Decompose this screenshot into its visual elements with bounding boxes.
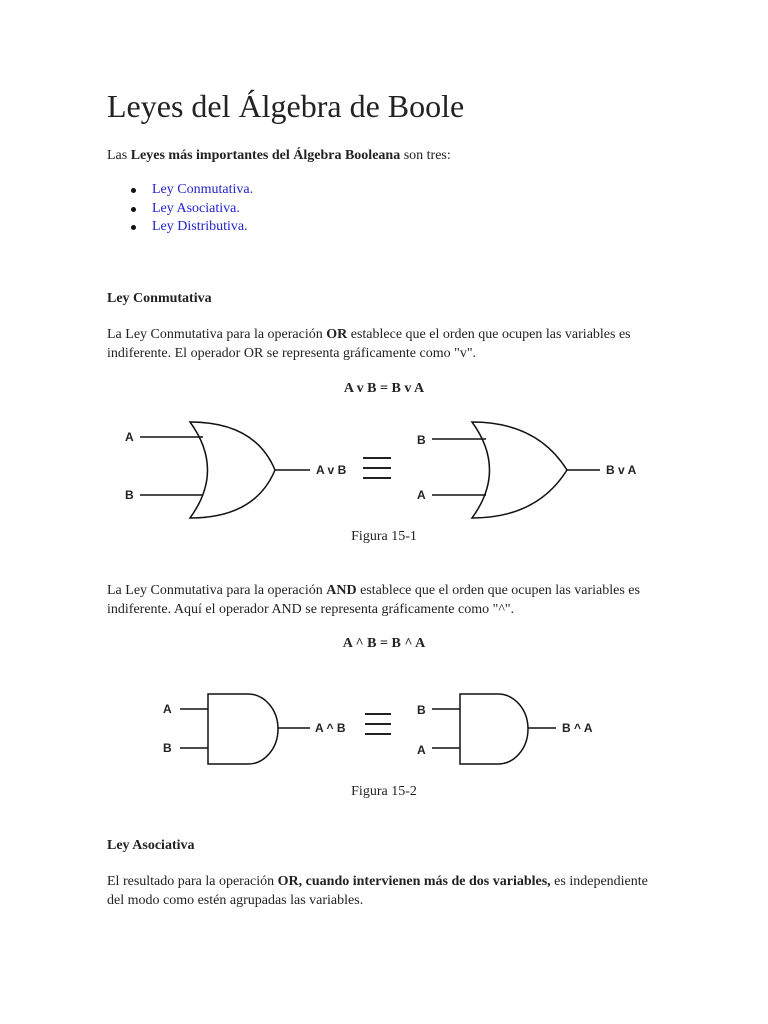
asociativa-paragraph-part2: es independiente del modo como estén agrupadas las variables.	[107, 874, 648, 908]
or-left-input-label-1: A	[125, 430, 134, 444]
asociativa-paragraph-bold: OR, cuando intervienen más de dos variables,	[277, 874, 551, 889]
list-item-ley-conmutativa[interactable]: Ley Conmutativa.	[107, 181, 253, 200]
and-right-output-label: B ^ A	[562, 721, 593, 735]
or-paragraph-part1: La Ley Conmutativa para la operación	[107, 327, 327, 342]
and-paragraph-part1: La Ley Conmutativa para la operación	[107, 583, 327, 598]
and-paragraph-part2: establece que el orden que ocupen las variables es indiferente. Aquí el operador AND se representa gráficamente como "^".	[107, 583, 640, 617]
and-right-input-label-2: A	[417, 743, 426, 757]
figure-caption-15-1: Figura 15-1	[351, 529, 417, 544]
or-left-input-label-2: B	[125, 488, 134, 502]
and-paragraph	[107, 582, 667, 619]
and-gate-right-shape	[460, 694, 528, 764]
and-equation: A ^ B = B ^ A	[342, 636, 426, 651]
and-paragraph-bold: AND	[326, 583, 357, 598]
figure-caption-15-2: Figura 15-2	[351, 784, 417, 799]
asociativa-paragraph-part1: El resultado para la operación	[107, 874, 278, 889]
intro-paragraph	[107, 147, 667, 166]
section-heading-conmutativa: Ley Conmutativa	[107, 291, 212, 306]
intro-bold: Leyes más importantes del Álgebra Booleana	[130, 148, 401, 163]
figure-or-gates	[0, 410, 768, 520]
or-paragraph-part2: establece que el orden que ocupen las variables es indiferente. El operador OR se representa gráficamente como "v".	[107, 327, 631, 361]
and-right-input-label-1: B	[417, 703, 426, 717]
and-left-output-label: A ^ B	[315, 721, 346, 735]
and-left-input-label-2: B	[163, 741, 172, 755]
and-left-input-label-1: A	[163, 702, 172, 716]
equivalence-icon-2	[365, 714, 391, 734]
figure-and-gates	[0, 690, 768, 770]
or-right-input-label-1: B	[417, 433, 426, 447]
intro-prefix: Las	[107, 148, 131, 163]
or-paragraph	[107, 326, 667, 363]
or-gate-right-shape	[472, 422, 567, 518]
section-heading-asociativa: Ley Asociativa	[107, 838, 195, 853]
asociativa-paragraph	[107, 873, 667, 910]
page-title: Leyes del Álgebra de Boole	[107, 88, 465, 124]
list-item-ley-asociativa[interactable]: Ley Asociativa.	[107, 200, 253, 219]
or-equation: A v B = B v A	[343, 381, 425, 396]
laws-list	[107, 181, 253, 237]
or-right-output-label: B v A	[606, 463, 637, 477]
list-item-ley-distributiva[interactable]: Ley Distributiva.	[107, 218, 253, 237]
and-gate-left-shape	[208, 694, 278, 764]
equivalence-icon-1	[363, 458, 391, 478]
or-paragraph-bold: OR	[326, 327, 348, 342]
intro-suffix: son tres:	[400, 148, 451, 163]
or-right-input-label-2: A	[417, 488, 426, 502]
or-left-output-label: A v B	[316, 463, 347, 477]
